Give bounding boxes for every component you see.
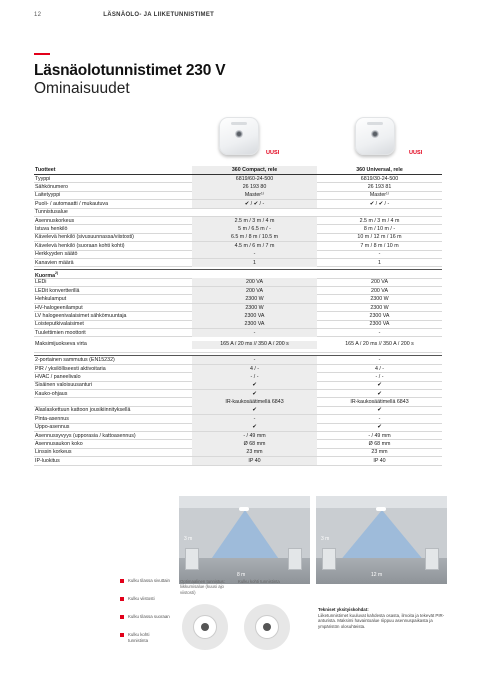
row-label: HVAC / paneelivalo — [35, 373, 81, 380]
value-universal: ✔ / ✔ / - — [369, 200, 390, 207]
value-compact: ✔ — [192, 381, 317, 389]
value-compact: - / 49 mm — [192, 432, 317, 440]
row-label: LEDit konvertterillä — [35, 287, 80, 294]
row-label: Loisteputkivalaisimet — [35, 321, 84, 328]
row-label: Asennusaukon koko — [35, 441, 83, 448]
product-image-universal — [355, 117, 395, 155]
sensor-icon — [376, 507, 386, 511]
value-compact: 23 mm — [192, 448, 317, 456]
caption-walking-toward: Kulku kohti tunnistinta — [238, 579, 280, 584]
value-compact: - / - — [192, 373, 317, 381]
coverage-diagram-universal — [316, 496, 447, 584]
notes-text: Liiketunnistimet kuuluvat kahdesta osasta, ilmoita ja tekevät PIR-anturista. Maksimi havaintoalue riippuu asennuspaikasta ja ympäristön olosuhteista. — [318, 612, 445, 629]
row-label: Hehkulamput — [35, 296, 67, 303]
table-row — [34, 259, 442, 267]
table-header-row — [34, 166, 442, 175]
value-compact: - — [192, 356, 317, 364]
value-compact: 4 / - — [192, 365, 317, 373]
table-row — [34, 457, 442, 465]
value-universal: - — [378, 357, 381, 364]
table-row — [34, 337, 442, 353]
row-label: LEDi — [35, 279, 47, 286]
value-universal: 200 VA — [371, 279, 388, 286]
row-label: Pinta-asennus — [35, 415, 69, 422]
value-compact: - — [192, 250, 317, 258]
value-universal: IP 40 — [373, 457, 386, 464]
value-universal: 23 mm — [371, 449, 388, 456]
value-compact: ✔ — [192, 390, 317, 398]
row-label: Linssin korkeus — [35, 449, 72, 456]
value-universal: - — [378, 329, 381, 336]
value-universal: - / 49 mm — [368, 432, 391, 439]
page-title: Läsnäolotunnistimet 230 V — [34, 62, 226, 79]
value-compact: IR-kaukosäätimellä 6843 — [192, 398, 317, 406]
footnote-marker: 2) — [55, 270, 59, 275]
sensor-icon — [239, 507, 249, 511]
value-universal: 10 m / 12 m / 16 m — [357, 234, 402, 241]
row-label: Asennussyvyys (upporasia / kattoasennus) — [35, 432, 136, 439]
value-compact: 165 A / 20 ms // 350 A / 200 s — [192, 341, 317, 349]
value-universal: 2300 W — [370, 304, 389, 311]
detection-pattern-toward — [244, 604, 290, 650]
value-universal: 2300 W — [370, 296, 389, 303]
diagram-height-label: 3 m — [184, 536, 193, 542]
legend-item: Kulku kohti tunnistinta — [128, 632, 168, 644]
row-label: Puoli- / automaatti / mukautuva — [35, 200, 109, 207]
features-table — [34, 166, 442, 466]
row-label: Tyyppi — [35, 175, 51, 182]
value-compact: 26 193 80 — [192, 183, 317, 191]
value-compact: IP 40 — [192, 457, 317, 465]
row-label: PIR / yksilölliseesti aktivoitaria — [35, 365, 106, 372]
column-header-universal: 360 Universal, rele — [356, 167, 403, 173]
caption-optimal: Optimaalinen tunnistus: liikkumisalue (kuusi ajo viistosti) — [180, 579, 225, 595]
value-universal: 26 193 81 — [367, 184, 392, 191]
value-universal: Ø 68 mm — [368, 441, 391, 448]
row-label: Alaslaskettuun kattoon jousikiinnityksellä — [35, 407, 131, 414]
value-compact: 4.5 m / 6 m / 7 m — [192, 242, 317, 250]
row-label: Tuulettimien moottorit — [35, 329, 86, 336]
value-compact: Master¹⁾ — [192, 191, 317, 199]
value-universal: ✔ — [377, 390, 382, 397]
section-heading-label: Kuorma — [35, 272, 56, 279]
value-universal: 2300 VA — [369, 321, 390, 328]
table-row — [34, 329, 442, 337]
value-compact: 200 VA — [192, 287, 317, 295]
accent-bar — [34, 53, 50, 55]
row-label: Sisäinen valoisuusanturi — [35, 382, 93, 389]
value-compact: 200 VA — [192, 278, 317, 286]
value-universal: 6819/30-24-500 — [360, 175, 399, 182]
value-universal: ✔ — [377, 424, 382, 431]
value-universal: Master¹⁾ — [369, 192, 390, 199]
value-universal: 2.5 m / 3 m / 4 m — [359, 217, 400, 224]
value-compact: Ø 68 mm — [192, 440, 317, 448]
notes-title: Tekniset yksityiskohdat: — [318, 607, 369, 612]
diagram-width-label: 8 m — [237, 572, 246, 578]
row-label: Sähkönumero — [35, 184, 68, 191]
value-compact: 1 — [192, 259, 317, 267]
value-universal: 1 — [378, 259, 381, 266]
value-universal: 165 A / 20 ms // 350 A / 200 s — [345, 341, 414, 348]
value-universal: - / - — [375, 373, 384, 380]
value-universal: 200 VA — [371, 287, 388, 294]
value-compact: ✔ — [192, 423, 317, 431]
new-badge-universal: UUSI — [409, 150, 423, 156]
row-label: HV-halogeenilamput — [35, 304, 83, 311]
value-universal: 4 / - — [374, 365, 385, 372]
value-universal: - — [378, 415, 381, 422]
page-header — [34, 12, 214, 18]
value-universal: 7 m / 8 m / 10 m — [360, 242, 399, 249]
diagram-height-label: 3 m — [321, 536, 330, 542]
value-compact: 5 m / 6.5 m / - — [192, 225, 317, 233]
row-label: Istuva henkilö — [35, 226, 68, 233]
row-label: Maksimijuokseva virta — [35, 341, 87, 348]
value-compact: 2300 W — [192, 304, 317, 312]
value-compact: - — [192, 415, 317, 423]
value-compact: 2.5 m / 3 m / 4 m — [192, 217, 317, 225]
column-header-compact: 360 Compact, rele — [192, 166, 317, 174]
detection-pattern-sideways — [182, 604, 228, 650]
row-label: Kanavien määrä — [35, 259, 74, 266]
value-universal: 8 m / 10 m / - — [363, 226, 396, 233]
value-universal: - — [378, 251, 381, 258]
row-label: LV halogeenivalaisimet sähkömuuntaja — [35, 312, 127, 319]
value-compact: ✔ / ✔ / - — [192, 200, 317, 208]
row-label: Laitetyyppi — [35, 192, 61, 199]
new-badge-compact: UUSI — [266, 150, 280, 156]
value-universal: ✔ — [377, 407, 382, 414]
row-label: 2-portainen sammutus (EN15232) — [35, 357, 115, 364]
row-label: IP-luokitus — [35, 457, 60, 464]
section-title: LÄSNÄOLO- JA LIIKETUNNISTIMET — [103, 12, 215, 18]
value-compact: 2300 VA — [192, 320, 317, 328]
value-compact: 2300 VA — [192, 312, 317, 320]
row-label: Asennuskorkeus — [35, 217, 75, 224]
column-header-products: Tuotteet — [35, 167, 56, 173]
row-label: Tunnistusalue — [35, 209, 68, 216]
row-label: Kauko-ohjaus — [35, 390, 68, 397]
value-compact: 2300 W — [192, 295, 317, 303]
page-subtitle: Ominaisuudet — [34, 80, 130, 97]
value-universal: IR-kaukosäätimellä 6843 — [350, 399, 409, 406]
product-image-compact — [219, 117, 259, 155]
row-label: Uppo-asennus — [35, 424, 70, 431]
value-compact: 6819/60-24-500 — [192, 175, 317, 183]
legend-item: Kulku viistosti — [128, 596, 186, 602]
value-compact: ✔ — [192, 406, 317, 414]
value-compact: - — [192, 329, 317, 337]
coverage-diagram-compact — [179, 496, 310, 584]
row-label: Kävelevä henkilö (sivusuunnassa/viistosti) — [35, 234, 134, 241]
value-compact: 6.5 m / 8 m / 10.5 m — [192, 233, 317, 241]
row-label: Herkkyyden säätö — [35, 251, 78, 258]
legend-item: Kulku tilassa sivuttain — [128, 578, 186, 584]
legend-item: Kulku tilassa suoraan — [128, 614, 186, 620]
technical-notes — [318, 607, 448, 629]
page-number: 12 — [34, 12, 42, 18]
row-label: Kävelevä henkilö (suoraan kohti kohti) — [35, 242, 125, 249]
value-universal: ✔ — [377, 382, 382, 389]
value-universal: 2300 VA — [369, 312, 390, 319]
diagram-width-label: 12 m — [371, 572, 383, 578]
